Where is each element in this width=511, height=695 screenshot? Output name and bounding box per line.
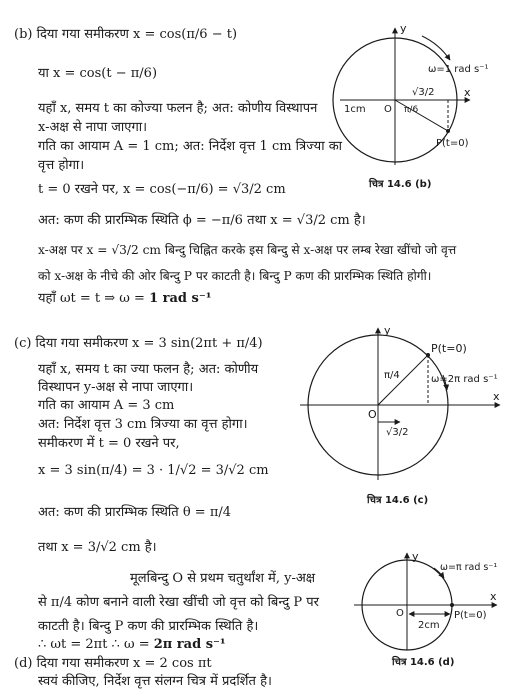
x-axis-label: x [490,590,497,603]
y-axis-label: y [412,550,419,563]
part-c-result-line [38,637,226,653]
part-b-text-line: वृत्त होगा। [38,158,85,173]
radius-label: 1cm [344,104,366,115]
part-c-text-line: समीकरण में t = 0 रखने पर, [38,436,180,451]
part-b-equation: (b) दिया गया समीकरण x = cos(π/6 − t) [14,27,238,42]
root-label: √3/2 [386,427,409,438]
part-c-text-line: यहाँ x, समय t का ज्या फलन है; अत: कोणीय [38,362,259,377]
part-b-text-line: t = 0 रखने पर, x = cos(−π/6) = √3/2 cm [38,182,286,197]
part-c-text-line: मूलबिन्दु O से प्रथम चतुर्थांश में, y-अक्ष [130,571,316,586]
part-c-result-value: 2π rad s⁻¹ [153,637,226,652]
part-d-text-line: स्वयं कीजिए, निर्देश वृत्त संलग्न चित्र में प्रदर्शित है। [38,674,272,689]
part-b-text-line: अत: कण की प्रारम्भिक स्थिति ϕ = −π/6 तथा x = √3/2 cm है। [38,213,366,228]
x-axis-label: x [493,390,500,403]
part-c-equation: (c) दिया गया समीकरण x = 3 sin(2πt + π/4) [14,336,263,351]
origin-label: O [384,104,392,115]
radius-line [395,100,448,131]
rotation-arrow [422,36,450,60]
omega-label: ω=π rad s⁻¹ [440,562,498,573]
omega-label: ω=1 rad s⁻¹ [428,64,489,75]
point-p-label: P(t=0) [454,610,487,621]
part-c-text-line: अत: निर्देश वृत्त 3 cm त्रिज्या का वृत्त होगा। [38,417,248,432]
root-label: √3/2 [412,87,435,98]
figure-d-reference-circle [352,548,502,653]
radius-label: 2cm [418,620,440,631]
part-d-equation: (d) दिया गया समीकरण x = 2 cos πt [14,656,212,671]
x-axis-label: x [464,86,471,99]
point-p [446,129,450,133]
point-p [426,353,430,357]
origin-label: O [396,608,404,619]
point-p-label: P(t=0) [431,342,467,355]
figure-c-caption: चित्र 14.6 (c) [367,495,429,506]
point-p [450,603,454,607]
y-axis-label: y [384,324,391,337]
part-c-text-line: तथा x = 3/√2 cm है। [38,540,157,555]
figure-d-caption: चित्र 14.6 (d) [392,657,455,668]
part-b-text-line: गति का आयाम A = 1 cm; अत: निर्देश वृत्त 1 cm त्रिज्या का [38,139,343,154]
point-p-label: P(t=0) [436,138,469,149]
omega-label: ω=2π rad s⁻¹ [431,374,498,385]
part-b-result-line [38,291,211,307]
part-b-alt-equation: या x = cos(t − π/6) [38,66,158,81]
part-b-text-line: x-अक्ष पर x = √3/2 cm बिन्दु चिह्नित करके इस बिन्दु से x-अक्ष पर लम्ब रेखा खींचो जो वृत्त [38,243,457,257]
part-c-result-text: ∴ ωt = 2πt ∴ ω = [38,637,154,652]
origin-label: O [368,408,377,421]
part-b-text-line: यहाँ x, समय t का कोज्या फलन है; अत: कोणीय विस्थापन [38,101,318,116]
part-c-equation-line: x = 3 sin(π/4) = 3 · 1/√2 = 3/√2 cm [38,463,269,478]
angle-label: π/6 [404,105,419,115]
part-c-text-line: से π/4 कोण बनाने वाली रेखा खींची जो वृत्त को बिन्दु P पर [38,595,319,610]
part-b-text-line: को x-अक्ष के नीचे की ओर बिन्दु P पर काटती है। बिन्दु P कण की प्रारम्भिक स्थिति होगी। [38,269,432,283]
part-b-result-text: यहाँ ωt = t ⇒ ω = [38,291,150,306]
part-b-result-value: 1 rad s⁻¹ [149,291,212,306]
part-c-text-line: विस्थापन y-अक्ष से नापा जाएगा। [38,380,194,395]
figure-c-reference-circle [300,320,505,490]
part-c-text-line: अत: कण की प्रारम्भिक स्थिति θ = π/4 [38,505,232,520]
part-c-text-line: काटती है। बिन्दु P कण की प्रारम्भिक स्थिति है। [38,619,259,634]
part-c-text-line: गति का आयाम A = 3 cm [38,398,175,413]
y-axis-label: y [400,22,407,35]
part-b-text-line: x-अक्ष से नापा जाएगा। [38,120,148,135]
angle-label: π/4 [384,370,400,381]
figure-b-caption: चित्र 14.6 (b) [369,179,432,190]
figure-b-reference-circle [340,20,489,180]
